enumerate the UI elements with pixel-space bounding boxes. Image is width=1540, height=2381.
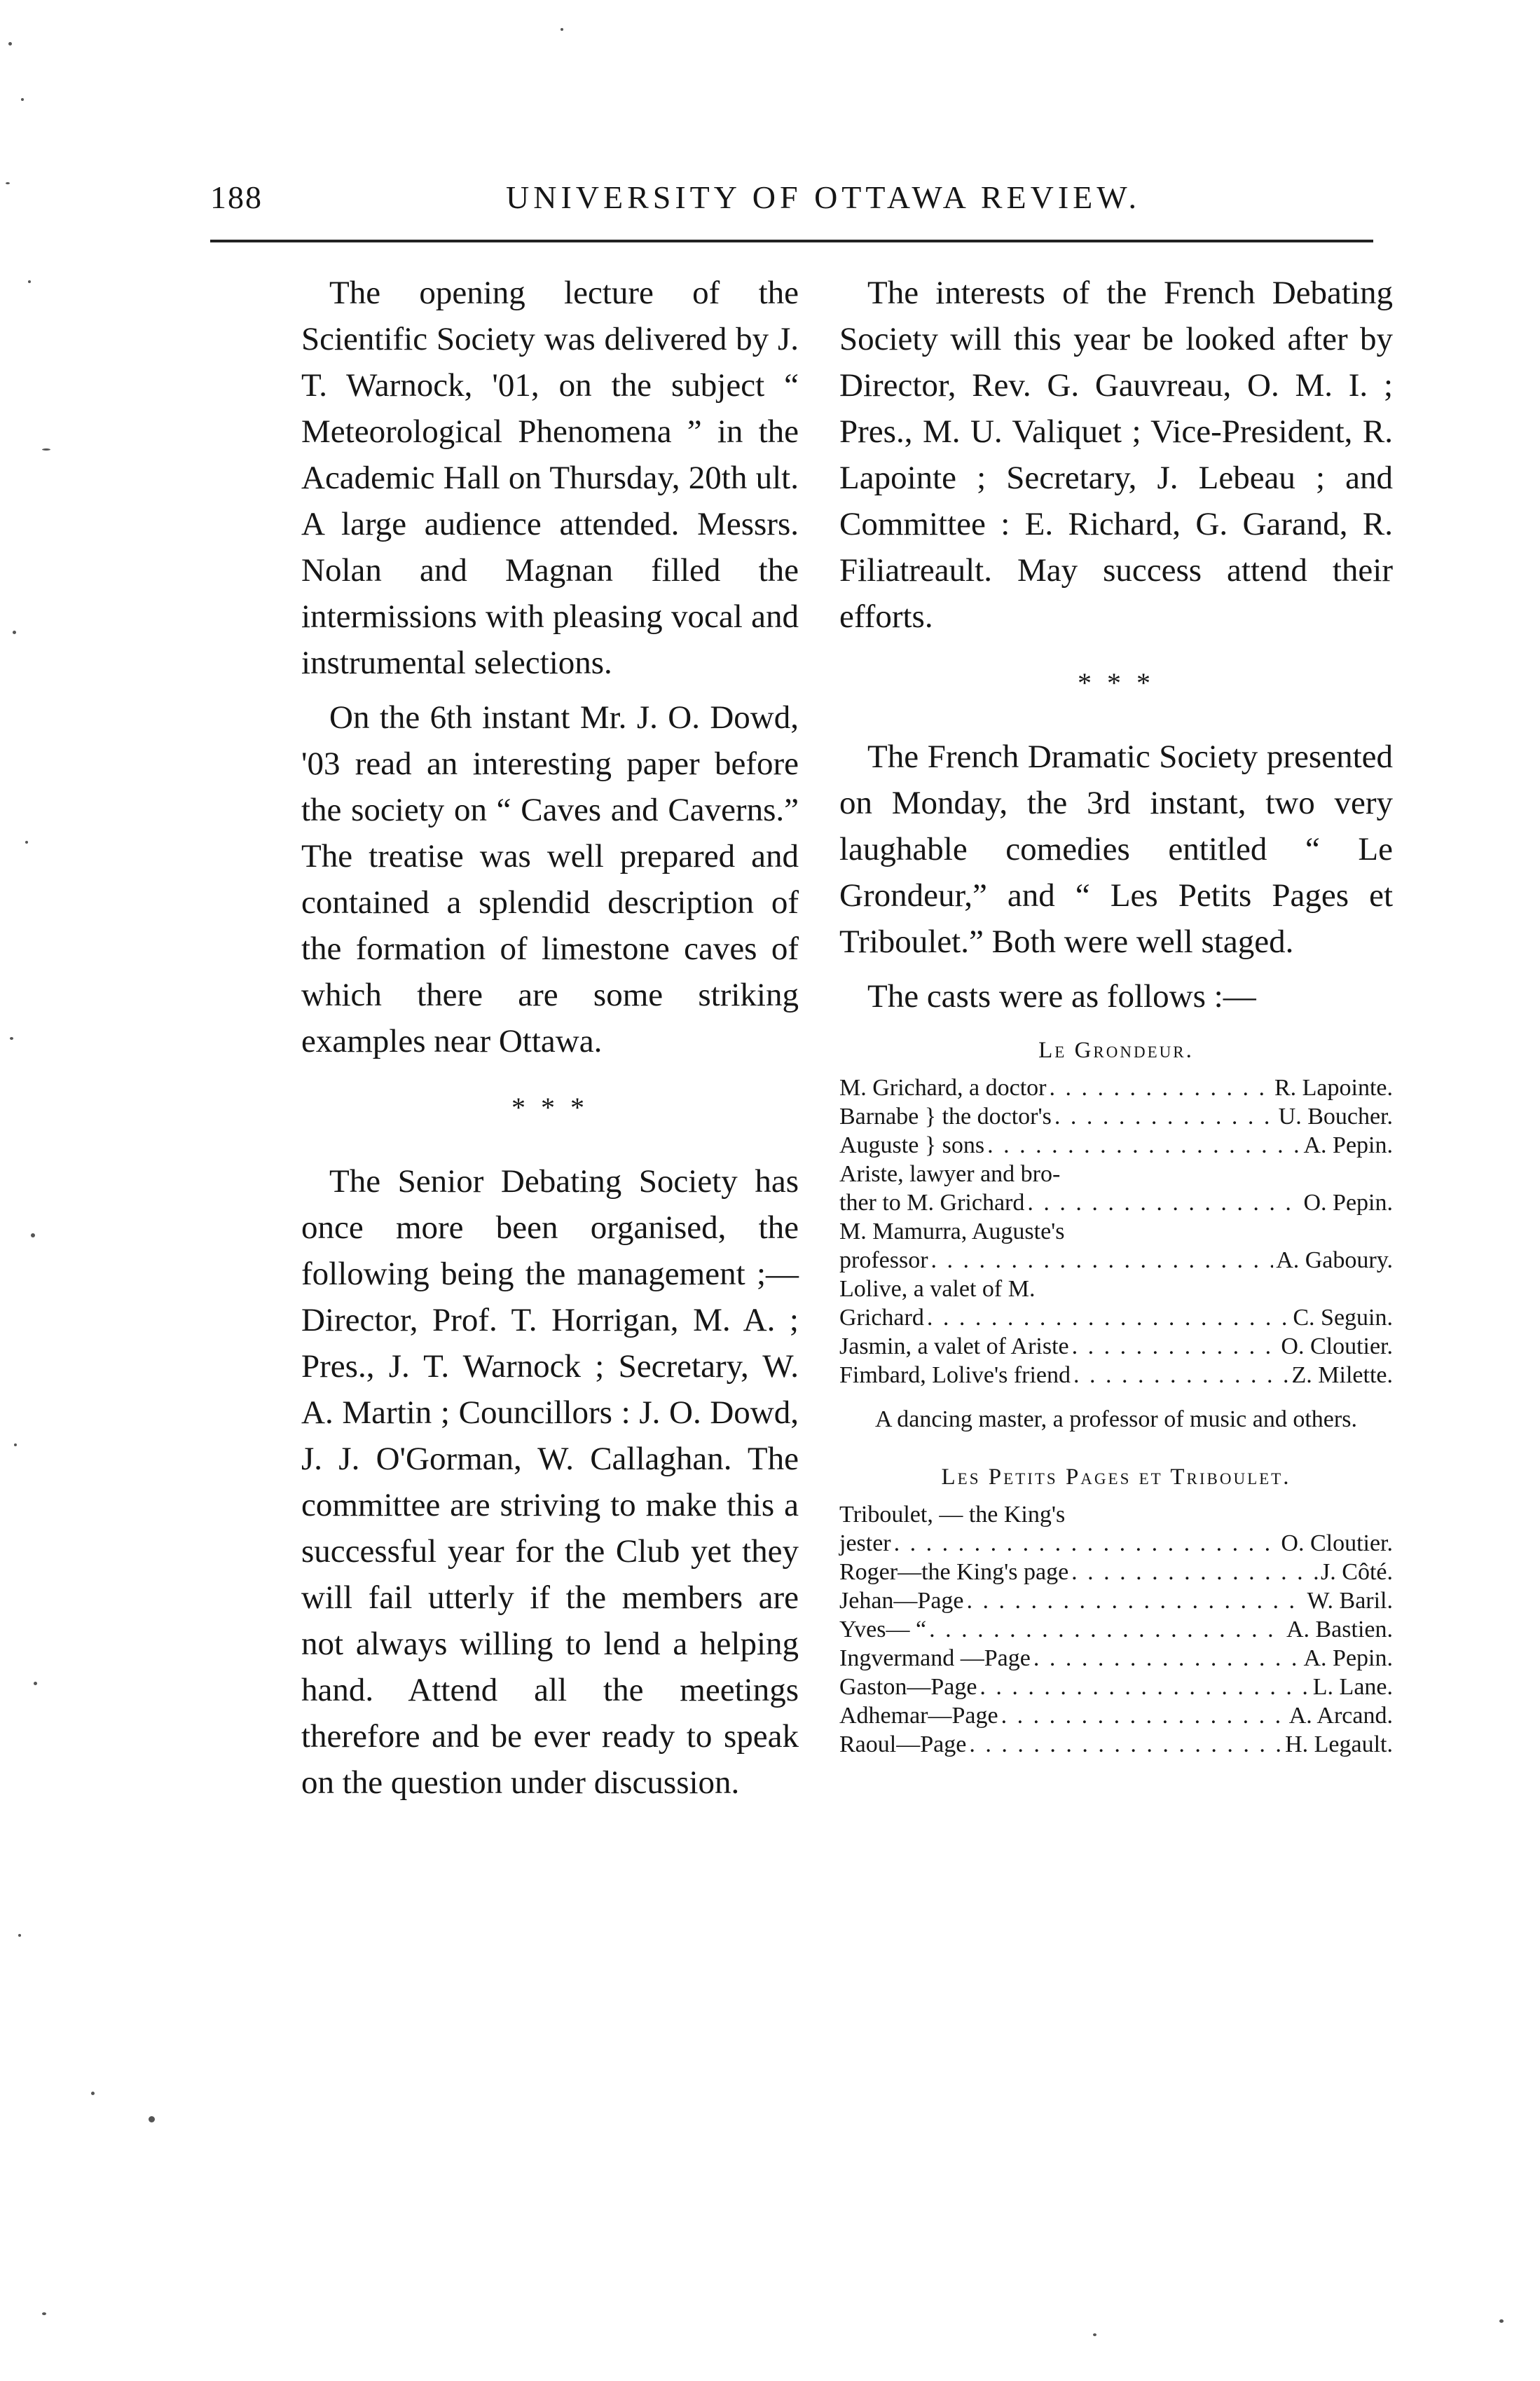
cast-role: Roger—the King's page (839, 1559, 1069, 1585)
cast-entry (839, 1275, 1393, 1303)
cast-heading-les-petits-pages: Les Petits Pages et Triboulet. (941, 1464, 1291, 1490)
cast-role: jester (839, 1530, 891, 1556)
cast-role: M. Grichard, a doctor (839, 1075, 1047, 1101)
cast-list-les-petits-pages (839, 1500, 1393, 1759)
leader-dots (1072, 1332, 1279, 1361)
asterism-separator: * * * (511, 1092, 589, 1123)
cast-entry (839, 1303, 1393, 1332)
cast-actor: U. Boucher. (1278, 1104, 1393, 1130)
cast-role: Adhemar—Page (839, 1703, 998, 1729)
cast-actor: L. Lane. (1312, 1674, 1393, 1700)
senior-debating-paragraph: The Senior Debating Society has once more been organised, the following being the management ;—Director, Prof. T. Horrigan, M. A. ; Pres., J. T. Warnock ; Secretary, W. A. Martin ; Councillors : J. O. Dowd, J. J. O'Gorman, W. Callaghan. The committee are striving to make this a successful year for the Club yet they will fail utterly if the members are not always willing to lend a helping hand. Attend all the meetings therefore and be ever ready to speak on the question under discussion. (301, 1163, 799, 1801)
cast-role: M. Mamurra, Auguste's (839, 1219, 1065, 1244)
cast-entry (839, 1131, 1393, 1160)
cast-entry (839, 1558, 1393, 1586)
cast-actor: A. Pepin. (1303, 1132, 1393, 1158)
cast-actor: R. Lapointe. (1274, 1075, 1393, 1101)
cast-actor: O. Cloutier. (1281, 1530, 1393, 1556)
cast-actor: Z. Milette. (1291, 1362, 1393, 1388)
cast-actor: A. Gaboury. (1276, 1247, 1393, 1273)
cast-role: Barnabe } the doctor's (839, 1104, 1052, 1130)
scientific-society-paragraph: The opening lecture of the Scientific Society was delivered by J. T. Warnock, '01, on the subject “ Meteorological Phenomena ” in the Academic Hall on Thursday, 20th ult. A large audience attended. Messrs. Nolan and Magnan filled the intermissions with pleasing vocal and instrumental selections. (301, 275, 799, 681)
cast-role: Jehan—Page (839, 1588, 964, 1614)
cast-entry (839, 1102, 1393, 1131)
running-title: UNIVERSITY OF OTTAWA REVIEW. (506, 179, 1141, 215)
page-number: 188 (210, 179, 263, 215)
leader-dots (1054, 1102, 1276, 1131)
page-header (210, 179, 1373, 228)
left-column (301, 270, 799, 1814)
leader-dots (931, 1246, 1274, 1275)
cast-role: professor (839, 1247, 928, 1273)
cast-actor: O. Cloutier. (1281, 1333, 1393, 1359)
caves-paragraph: On the 6th instant Mr. J. O. Dowd, '03 read an interesting paper before the society on “ Caves and Caverns.” The treatise was well prepared and contained a splendid description of the formation of limestone caves of which there are some striking examples near Ottawa. (301, 699, 799, 1059)
cast-entry (839, 1730, 1393, 1759)
cast-actor: H. Legault. (1285, 1731, 1393, 1757)
cast-entry (839, 1217, 1393, 1246)
leader-dots (967, 1586, 1305, 1615)
leader-dots (979, 1673, 1309, 1701)
leader-dots (969, 1730, 1282, 1759)
leader-dots (1027, 1188, 1300, 1217)
asterism-separator: * * * (1078, 667, 1155, 699)
cast-actor: A. Pepin. (1303, 1645, 1393, 1671)
cast-role: Ariste, lawyer and bro- (839, 1161, 1061, 1187)
cast-entry (839, 1644, 1393, 1673)
french-dramatic-paragraph: The French Dramatic Society presented on Monday, the 3rd instant, two very laughable comedies entitled “ Le Grondeur,” and “ Les Petits Pages et Triboulet.” Both were well staged. (839, 739, 1393, 960)
leader-dots (927, 1303, 1291, 1332)
leader-dots (929, 1615, 1284, 1644)
cast-role: Raoul—Page (839, 1731, 967, 1757)
cast-actor: A. Arcand. (1288, 1703, 1393, 1729)
leader-dots (1050, 1073, 1272, 1102)
cast-entry (839, 1332, 1393, 1361)
cast-heading-le-grondeur: Le Grondeur. (1038, 1038, 1194, 1063)
right-column (839, 270, 1393, 1759)
cast-entry (839, 1586, 1393, 1615)
cast-entry (839, 1246, 1393, 1275)
french-debating-paragraph: The interests of the French Debating Society will this year be looked after by Director, Rev. G. Gauvreau, O. M. I. ; Pres., M. U. Valiquet ; Vice-President, R. Lapointe ; Secretary, J. Lebeau ; and Committee : E. Richard, G. Garand, R. Filiatreault. May success attend their efforts. (839, 275, 1393, 635)
cast-role: Ingvermand —Page (839, 1645, 1031, 1671)
leader-dots (1071, 1558, 1318, 1586)
cast-list-le-grondeur (839, 1073, 1393, 1390)
cast-entry (839, 1673, 1393, 1701)
leader-dots (987, 1131, 1300, 1160)
leader-dots (1073, 1361, 1289, 1390)
leader-dots (1001, 1701, 1286, 1730)
cast-role: Lolive, a valet of M. (839, 1276, 1036, 1302)
cast-entry (839, 1529, 1393, 1558)
cast-entry (839, 1188, 1393, 1217)
cast-role: Grichard (839, 1305, 924, 1331)
cast-entry (839, 1701, 1393, 1730)
cast-actor: O. Pepin. (1303, 1190, 1393, 1216)
header-rule (210, 240, 1373, 242)
cast-entry (839, 1073, 1393, 1102)
cast-role: ther to M. Grichard (839, 1190, 1025, 1216)
cast-role: Jasmin, a valet of Ariste (839, 1333, 1069, 1359)
cast-role: Auguste } sons (839, 1132, 985, 1158)
casts-intro: The casts were as follows :— (867, 978, 1256, 1015)
cast-actor: J. Côté. (1321, 1559, 1393, 1585)
cast-entry (839, 1160, 1393, 1188)
cast-role: Fimbard, Lolive's friend (839, 1362, 1071, 1388)
cast-entry (839, 1361, 1393, 1390)
cast-role: Triboulet, — the King's (839, 1502, 1066, 1528)
cast-actor: C. Seguin. (1293, 1305, 1393, 1331)
cast-role: Yves— “ (839, 1617, 927, 1642)
cast-note: A dancing master, a professor of music and others. (875, 1406, 1357, 1432)
leader-dots (894, 1529, 1279, 1558)
leader-dots (1033, 1644, 1301, 1673)
cast-entry (839, 1500, 1393, 1529)
cast-actor: A. Bastien. (1286, 1617, 1393, 1642)
cast-actor: W. Baril. (1307, 1588, 1393, 1614)
cast-role: Gaston—Page (839, 1674, 977, 1700)
cast-entry (839, 1615, 1393, 1644)
